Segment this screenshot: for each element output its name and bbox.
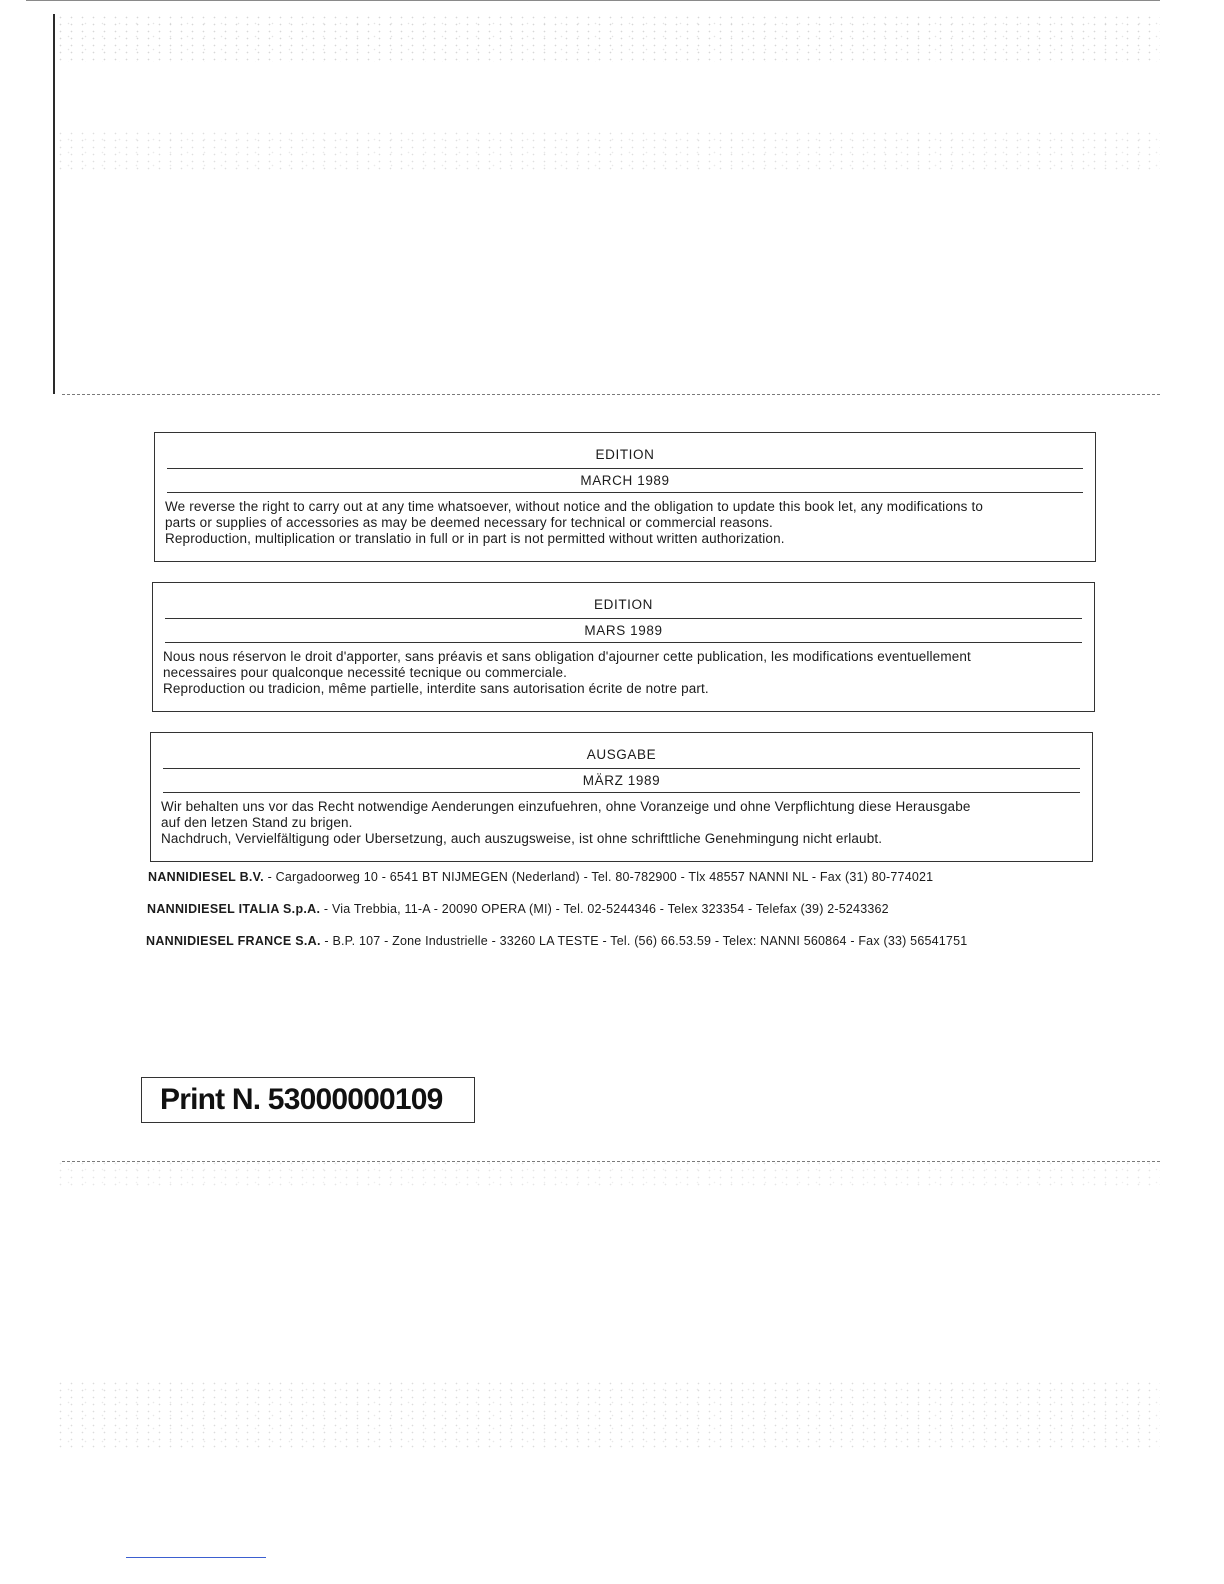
print-number-box <box>141 1077 475 1123</box>
notice-line: Reproduction, multiplication or translatio in full or in part is not permitted without written authorization. <box>165 531 785 546</box>
edition-box-german <box>150 732 1093 862</box>
scan-edge-top <box>26 0 1160 1</box>
address-italy <box>147 902 889 916</box>
address-france <box>146 934 967 948</box>
notice-line: Nous nous réservon le droit d'apporter, sans préavis et sans obligation d'ajourner cette publication, les modifications eventuellement <box>163 649 971 664</box>
notice-line: We reverse the right to carry out at any time whatsoever, without notice and the obligation to update this book let, any modifications to <box>165 499 983 514</box>
scan-noise <box>55 1160 1160 1190</box>
notice-line: parts or supplies of accessories as may be deemed necessary for technical or commercial reasons. <box>165 515 773 530</box>
notice-line: Wir behalten uns vor das Recht notwendige Aenderungen einzufuehren, ohne Voranzeige und ohne Verpflichtung diese Herausgabe <box>161 799 971 814</box>
scan-noise <box>55 130 1160 170</box>
scan-edge-bottom <box>126 1557 266 1558</box>
notice-line: auf den letzen Stand zu brigen. <box>161 815 353 830</box>
edition-title: EDITION <box>595 447 655 462</box>
divider <box>163 792 1080 793</box>
edition-notice <box>161 799 1082 847</box>
company-name: NANNIDIESEL B.V. <box>148 870 264 884</box>
company-name: NANNIDIESEL FRANCE S.A. <box>146 934 321 948</box>
scan-edge-left <box>53 14 55 394</box>
print-number: Print N. 53000000109 <box>160 1083 443 1116</box>
edition-notice <box>165 499 1085 547</box>
divider <box>165 642 1082 643</box>
company-name: NANNIDIESEL ITALIA S.p.A. <box>147 902 321 916</box>
edition-title: AUSGABE <box>586 747 657 762</box>
divider <box>163 768 1080 769</box>
company-details: - B.P. 107 - Zone Industrielle - 33260 LA TESTE - Tel. (56) 66.53.59 - Telex: NANNI 560864 - Fax (33) 56541751 <box>320 934 968 948</box>
edition-notice <box>163 649 1084 697</box>
edition-box-english <box>154 432 1096 562</box>
company-details: - Cargadoorweg 10 - 6541 BT NIJMEGEN (Nederland) - Tel. 80-782900 - Tlx 48557 NANNI NL - Fax (31) 80-774021 <box>263 870 934 884</box>
divider <box>167 468 1083 469</box>
edition-date: MARS 1989 <box>584 623 663 638</box>
scan-noise <box>55 14 1160 62</box>
company-details: - Via Trebbia, 11-A - 20090 OPERA (MI) - Tel. 02-5244346 - Telex 323354 - Telefax (39) 2-5243362 <box>320 902 889 916</box>
scan-noise <box>55 1380 1160 1450</box>
edition-date: MARCH 1989 <box>580 473 670 488</box>
edition-box-french <box>152 582 1095 712</box>
divider <box>165 618 1082 619</box>
divider <box>167 492 1083 493</box>
notice-line: Reproduction ou tradicion, même partielle, interdite sans autorisation écrite de notre part. <box>163 681 709 696</box>
notice-line: necessaires pour qualconque necessité tecnique ou commerciale. <box>163 665 568 680</box>
edition-date: MÄRZ 1989 <box>582 773 661 788</box>
notice-line: Nachdruch, Vervielfältigung oder Ubersetzung, auch auszugsweise, ist ohne schrifttliche Genehmingung nicht erlaubt. <box>161 831 883 846</box>
address-netherlands <box>148 870 933 884</box>
fold-line <box>62 394 1160 395</box>
edition-title: EDITION <box>594 597 653 612</box>
